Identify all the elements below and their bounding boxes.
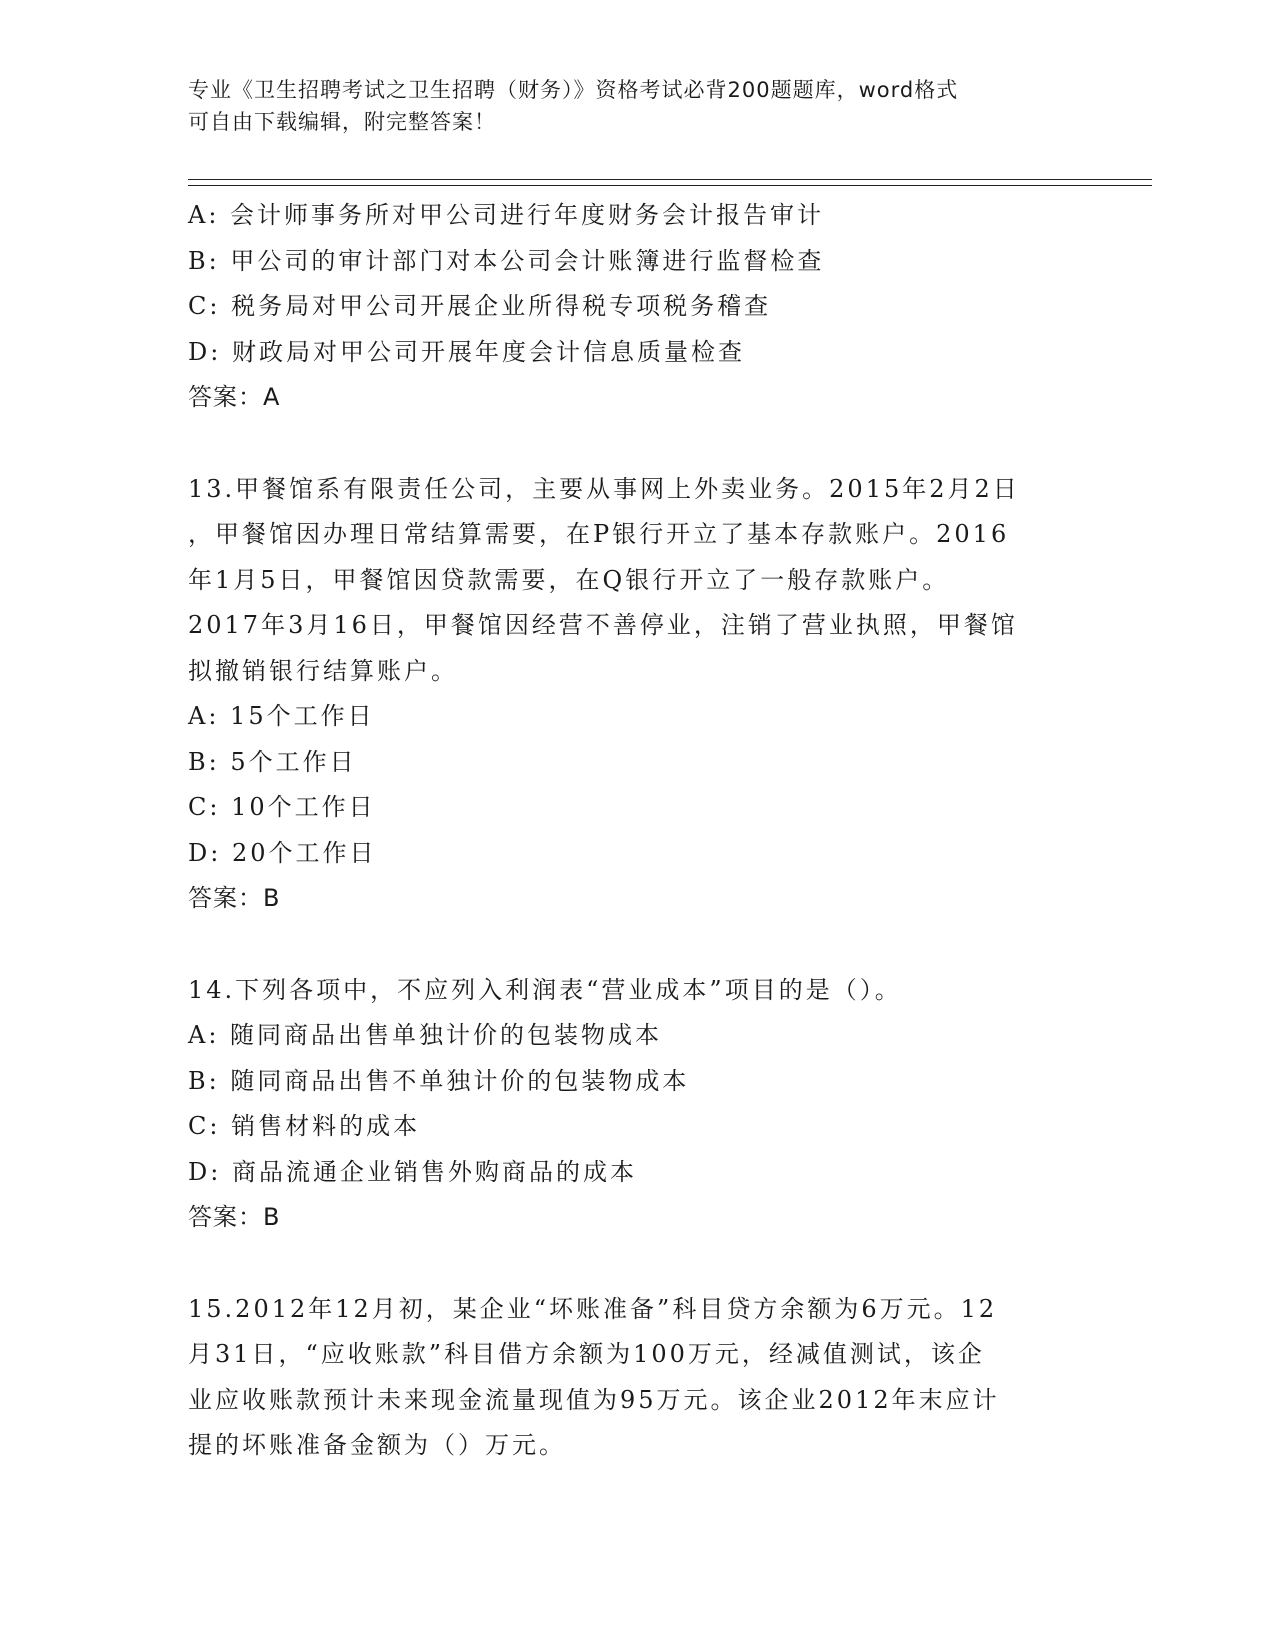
question-15 xyxy=(188,1287,1088,1469)
question-stem-line: 月31日，“应收账款”科目借方余额为100万元，经减值测试，该企 xyxy=(188,1340,985,1368)
question-stem-line: 15.2012年12月初，某企业“坏账准备”科目贷方余额为6万元。12 xyxy=(188,1294,998,1323)
option-d: D: 财政局对甲公司开展年度会计信息质量检查 xyxy=(188,337,745,366)
header-rule-bottom xyxy=(188,185,1152,186)
option-b: B: 甲公司的审计部门对本公司会计账簿进行监督检查 xyxy=(188,246,825,275)
question-stem-line: 年1月5日，甲餐馆因贷款需要，在Q银行开立了一般存款账户。 xyxy=(188,565,950,594)
question-stem-line: 业应收账款预计未来现金流量现值为95万元。该企业2012年末应计 xyxy=(188,1385,1000,1414)
option-d: D: 商品流通企业销售外购商品的成本 xyxy=(188,1157,637,1186)
option-a: A: 会计师事务所对甲公司进行年度财务会计报告审计 xyxy=(188,201,825,229)
option-d: D: 20个工作日 xyxy=(188,838,377,867)
document-header xyxy=(188,74,1088,138)
answer-line: 答案：A xyxy=(188,383,281,411)
option-b: B: 随同商品出售不单独计价的包装物成本 xyxy=(188,1066,690,1095)
question-stem-line: 13.甲餐馆系有限责任公司，主要从事网上外卖业务。2015年2月2日 xyxy=(188,474,1020,503)
question-stem-line: ，甲餐馆因办理日常结算需要，在P银行开立了基本存款账户。2016 xyxy=(188,520,1010,548)
question-13 xyxy=(188,467,1088,922)
question-14 xyxy=(188,968,1088,1241)
document-body xyxy=(188,193,1088,1469)
question-stem-line: 提的坏账准备金额为（）万元。 xyxy=(188,1431,566,1459)
question-12 xyxy=(188,193,1088,421)
option-b: B: 5个工作日 xyxy=(188,747,357,776)
answer-line: 答案：B xyxy=(188,1203,281,1231)
option-c: C: 销售材料的成本 xyxy=(188,1112,421,1140)
header-line-2: 可自由下载编辑，附完整答案！ xyxy=(188,110,496,134)
header-line-1: 专业《卫生招聘考试之卫生招聘（财务）》资格考试必背200题题库，word格式 xyxy=(188,78,959,102)
answer-line: 答案：B xyxy=(188,884,281,912)
question-stem-line: 2017年3月16日，甲餐馆因经营不善停业，注销了营业执照，甲餐馆 xyxy=(188,611,1018,639)
option-a: A: 15个工作日 xyxy=(188,702,375,730)
question-stem-line: 14.下列各项中，不应列入利润表“营业成本”项目的是（）。 xyxy=(188,975,902,1004)
option-c: C: 税务局对甲公司开展企业所得税专项税务稽查 xyxy=(188,292,772,320)
option-a: A: 随同商品出售单独计价的包装物成本 xyxy=(188,1021,663,1049)
header-rule-top xyxy=(188,179,1152,180)
question-stem-line: 拟撤销银行结算账户。 xyxy=(188,656,458,685)
option-c: C: 10个工作日 xyxy=(188,793,376,821)
